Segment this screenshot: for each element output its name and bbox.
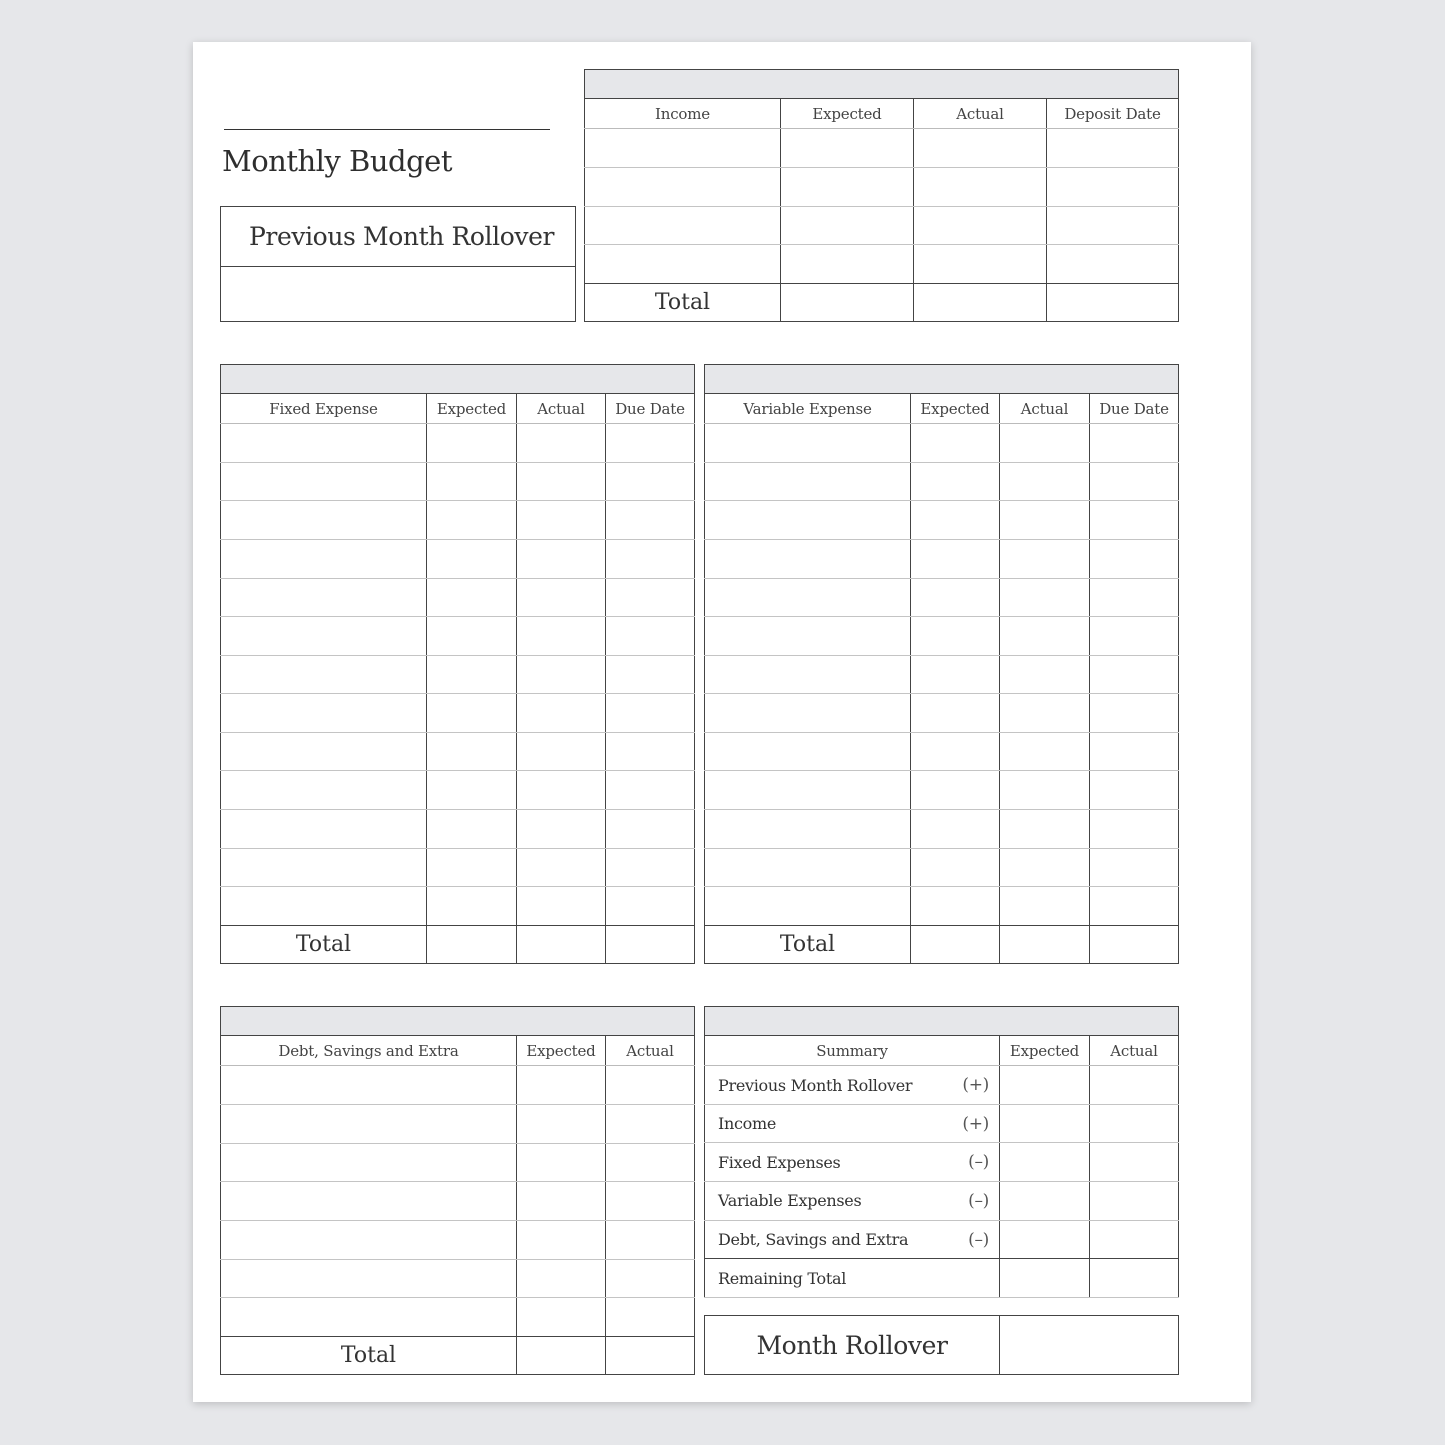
variable-expense-total-cell[interactable] bbox=[1090, 925, 1179, 963]
fixed-expense-row bbox=[221, 848, 695, 887]
variable-expense-cell[interactable] bbox=[911, 887, 1000, 926]
variable-expense-cell[interactable] bbox=[911, 539, 1000, 578]
fixed-expense-cell[interactable] bbox=[427, 424, 517, 463]
summary-remaining-expected[interactable] bbox=[1000, 1259, 1090, 1298]
debt-header-band-cell bbox=[221, 1007, 695, 1036]
fixed-expense-total-cell[interactable] bbox=[427, 925, 517, 963]
summary-table bbox=[704, 1006, 1179, 1298]
fixed-expense-cell[interactable] bbox=[517, 810, 606, 849]
variable-expense-header-band bbox=[705, 365, 1179, 394]
income-header-band-cell bbox=[585, 70, 1179, 99]
fixed-expense-row bbox=[221, 732, 695, 771]
fixed-expense-row bbox=[221, 462, 695, 501]
summary-row-label: Debt, Savings and Extra bbox=[718, 1230, 909, 1249]
variable-expense-cell[interactable] bbox=[1000, 462, 1090, 501]
income-cell[interactable] bbox=[914, 206, 1047, 245]
fixed-expense-cell[interactable] bbox=[606, 501, 695, 540]
summary-row-label-wrap bbox=[718, 1114, 989, 1134]
income-cell[interactable] bbox=[1047, 206, 1179, 245]
summary-actual-cell[interactable] bbox=[1090, 1182, 1179, 1221]
fixed-expense-cell[interactable] bbox=[221, 655, 427, 694]
variable-expense-cell[interactable] bbox=[1000, 887, 1090, 926]
debt-column-header: Actual bbox=[606, 1036, 695, 1066]
fixed-expense-cell[interactable] bbox=[517, 578, 606, 617]
fixed-expense-cell[interactable] bbox=[517, 694, 606, 733]
summary-actual-cell[interactable] bbox=[1090, 1220, 1179, 1259]
summary-remaining-label: Remaining Total bbox=[705, 1259, 1000, 1298]
variable-expense-cell[interactable] bbox=[1090, 539, 1179, 578]
variable-expense-cell[interactable] bbox=[705, 694, 911, 733]
variable-expense-cell[interactable] bbox=[1000, 732, 1090, 771]
fixed-expense-row bbox=[221, 887, 695, 926]
variable-expense-cell[interactable] bbox=[1000, 771, 1090, 810]
fixed-expense-total-row bbox=[221, 925, 695, 963]
fixed-expense-cell[interactable] bbox=[606, 617, 695, 656]
debt-row bbox=[221, 1259, 695, 1298]
fixed-expense-row bbox=[221, 655, 695, 694]
variable-expense-total-label: Total bbox=[779, 931, 836, 957]
summary-remaining-row bbox=[705, 1259, 1179, 1298]
fixed-expense-header-band bbox=[221, 365, 695, 394]
fixed-expense-cell[interactable] bbox=[517, 655, 606, 694]
debt-column-headers bbox=[221, 1036, 695, 1066]
fixed-expense-cell[interactable] bbox=[606, 810, 695, 849]
debt-cell[interactable] bbox=[517, 1066, 606, 1105]
fixed-expense-cell[interactable] bbox=[606, 462, 695, 501]
summary-header-band bbox=[705, 1007, 1179, 1036]
variable-expense-cell[interactable] bbox=[1090, 694, 1179, 733]
variable-expense-cell[interactable] bbox=[705, 578, 911, 617]
income-column-header: Expected bbox=[781, 99, 914, 129]
fixed-expense-cell[interactable] bbox=[427, 771, 517, 810]
variable-expense-cell[interactable] bbox=[911, 810, 1000, 849]
summary-row-sign: (+) bbox=[962, 1075, 989, 1095]
income-cell[interactable] bbox=[781, 167, 914, 206]
income-column-header: Deposit Date bbox=[1047, 99, 1179, 129]
variable-expense-cell[interactable] bbox=[1090, 578, 1179, 617]
debt-cell[interactable] bbox=[221, 1259, 517, 1298]
variable-expense-cell[interactable] bbox=[1090, 810, 1179, 849]
debt-table-body bbox=[221, 1007, 695, 1375]
summary-row bbox=[705, 1143, 1179, 1182]
debt-savings-table bbox=[220, 1006, 695, 1375]
income-cell[interactable] bbox=[585, 206, 781, 245]
income-cell[interactable] bbox=[914, 167, 1047, 206]
fixed-expense-cell[interactable] bbox=[221, 694, 427, 733]
variable-expense-row bbox=[705, 539, 1179, 578]
fixed-expense-cell[interactable] bbox=[606, 694, 695, 733]
summary-row bbox=[705, 1220, 1179, 1259]
fixed-expense-cell[interactable] bbox=[427, 848, 517, 887]
summary-column-header: Actual bbox=[1090, 1036, 1179, 1066]
variable-expense-cell[interactable] bbox=[1000, 424, 1090, 463]
summary-row bbox=[705, 1066, 1179, 1105]
variable-expense-row bbox=[705, 771, 1179, 810]
variable-expense-row bbox=[705, 655, 1179, 694]
fixed-expense-cell[interactable] bbox=[427, 617, 517, 656]
fixed-expense-column-header: Due Date bbox=[606, 394, 695, 424]
income-cell[interactable] bbox=[914, 245, 1047, 284]
summary-row-label-cell bbox=[705, 1066, 1000, 1105]
debt-row bbox=[221, 1220, 695, 1259]
debt-cell[interactable] bbox=[517, 1298, 606, 1337]
summary-row-label: Previous Month Rollover bbox=[718, 1075, 913, 1095]
variable-expense-cell[interactable] bbox=[705, 655, 911, 694]
summary-row-label-cell bbox=[705, 1182, 1000, 1221]
month-rollover-label: Month Rollover bbox=[705, 1316, 1000, 1374]
summary-actual-cell[interactable] bbox=[1090, 1104, 1179, 1143]
debt-cell[interactable] bbox=[221, 1298, 517, 1337]
income-cell[interactable] bbox=[1047, 167, 1179, 206]
fixed-expense-cell[interactable] bbox=[427, 694, 517, 733]
variable-expense-cell[interactable] bbox=[911, 771, 1000, 810]
variable-expense-cell[interactable] bbox=[705, 539, 911, 578]
summary-expected-cell[interactable] bbox=[1000, 1066, 1090, 1105]
debt-column-header: Expected bbox=[517, 1036, 606, 1066]
variable-expense-cell[interactable] bbox=[1000, 617, 1090, 656]
income-cell[interactable] bbox=[1047, 245, 1179, 284]
income-total-cell[interactable] bbox=[1047, 283, 1179, 321]
income-cell[interactable] bbox=[781, 245, 914, 284]
variable-expense-total-cell[interactable] bbox=[1000, 925, 1090, 963]
fixed-expense-cell[interactable] bbox=[427, 501, 517, 540]
summary-row-label-wrap bbox=[718, 1230, 989, 1250]
variable-expense-cell[interactable] bbox=[1090, 732, 1179, 771]
summary-column-header: Expected bbox=[1000, 1036, 1090, 1066]
summary-row-label-wrap bbox=[718, 1075, 989, 1095]
variable-expense-cell[interactable] bbox=[911, 462, 1000, 501]
variable-expense-row bbox=[705, 848, 1179, 887]
fixed-expense-cell[interactable] bbox=[517, 771, 606, 810]
summary-row-label: Variable Expenses bbox=[718, 1191, 862, 1211]
debt-cell[interactable] bbox=[606, 1182, 695, 1221]
variable-expense-cell[interactable] bbox=[1000, 655, 1090, 694]
variable-expense-cell[interactable] bbox=[705, 810, 911, 849]
fixed-expense-cell[interactable] bbox=[517, 617, 606, 656]
title-underline bbox=[224, 129, 550, 130]
summary-table-body bbox=[705, 1007, 1179, 1298]
variable-expense-row bbox=[705, 501, 1179, 540]
variable-expense-cell[interactable] bbox=[911, 424, 1000, 463]
page-title: Monthly Budget bbox=[222, 144, 452, 178]
variable-expense-column-header: Due Date bbox=[1090, 394, 1179, 424]
summary-actual-cell[interactable] bbox=[1090, 1143, 1179, 1182]
summary-expected-cell[interactable] bbox=[1000, 1104, 1090, 1143]
variable-expense-cell[interactable] bbox=[911, 501, 1000, 540]
variable-expense-cell[interactable] bbox=[1000, 810, 1090, 849]
fixed-expense-cell[interactable] bbox=[221, 848, 427, 887]
fixed-expense-cell[interactable] bbox=[427, 887, 517, 926]
income-total-cell[interactable] bbox=[914, 283, 1047, 321]
summary-row-sign: (–) bbox=[968, 1190, 989, 1211]
summary-header-band-cell bbox=[705, 1007, 1179, 1036]
fixed-expense-cell[interactable] bbox=[606, 848, 695, 887]
variable-expense-cell[interactable] bbox=[1090, 617, 1179, 656]
fixed-expense-row bbox=[221, 771, 695, 810]
summary-row-label: Income bbox=[718, 1114, 777, 1134]
variable-expense-column-header: Actual bbox=[1000, 394, 1090, 424]
variable-expense-cell[interactable] bbox=[911, 732, 1000, 771]
variable-expense-cell[interactable] bbox=[1000, 694, 1090, 733]
fixed-expense-column-header: Fixed Expense bbox=[221, 394, 427, 424]
summary-expected-cell[interactable] bbox=[1000, 1182, 1090, 1221]
summary-row-sign: (–) bbox=[968, 1229, 989, 1250]
variable-expense-cell[interactable] bbox=[705, 848, 911, 887]
income-table bbox=[584, 69, 1179, 322]
variable-expense-cell[interactable] bbox=[911, 694, 1000, 733]
income-cell[interactable] bbox=[585, 129, 781, 168]
fixed-expense-row bbox=[221, 617, 695, 656]
variable-expense-cell[interactable] bbox=[705, 501, 911, 540]
fixed-expense-cell[interactable] bbox=[221, 887, 427, 926]
debt-header-band bbox=[221, 1007, 695, 1036]
debt-row bbox=[221, 1066, 695, 1105]
summary-actual-cell[interactable] bbox=[1090, 1066, 1179, 1105]
debt-cell[interactable] bbox=[517, 1259, 606, 1298]
fixed-expense-total-label: Total bbox=[295, 931, 352, 957]
income-cell[interactable] bbox=[914, 129, 1047, 168]
variable-expense-column-header: Variable Expense bbox=[705, 394, 911, 424]
debt-cell[interactable] bbox=[221, 1143, 517, 1182]
fixed-expense-cell[interactable] bbox=[517, 501, 606, 540]
variable-expense-cell[interactable] bbox=[705, 771, 911, 810]
fixed-expense-cell[interactable] bbox=[427, 810, 517, 849]
fixed-expense-cell[interactable] bbox=[427, 539, 517, 578]
variable-expense-cell[interactable] bbox=[1090, 771, 1179, 810]
debt-row bbox=[221, 1182, 695, 1221]
fixed-expense-cell[interactable] bbox=[221, 462, 427, 501]
fixed-expense-cell[interactable] bbox=[427, 655, 517, 694]
debt-cell[interactable] bbox=[517, 1104, 606, 1143]
variable-expense-row bbox=[705, 694, 1179, 733]
income-cell[interactable] bbox=[781, 129, 914, 168]
variable-expense-column-headers bbox=[705, 394, 1179, 424]
variable-expense-cell[interactable] bbox=[705, 887, 911, 926]
summary-row-label-cell bbox=[705, 1104, 1000, 1143]
debt-total-cell[interactable] bbox=[606, 1336, 695, 1374]
debt-cell[interactable] bbox=[517, 1182, 606, 1221]
debt-cell[interactable] bbox=[221, 1066, 517, 1105]
income-column-header: Income bbox=[585, 99, 781, 129]
variable-expense-cell[interactable] bbox=[1000, 501, 1090, 540]
debt-column-header: Debt, Savings and Extra bbox=[221, 1036, 517, 1066]
debt-total-cell[interactable] bbox=[517, 1336, 606, 1374]
fixed-expense-cell[interactable] bbox=[517, 424, 606, 463]
fixed-expense-header-band-cell bbox=[221, 365, 695, 394]
debt-cell[interactable] bbox=[221, 1104, 517, 1143]
fixed-expense-cell[interactable] bbox=[606, 771, 695, 810]
fixed-expense-cell[interactable] bbox=[221, 424, 427, 463]
variable-expense-cell[interactable] bbox=[911, 655, 1000, 694]
fixed-expense-row bbox=[221, 810, 695, 849]
variable-expense-row bbox=[705, 810, 1179, 849]
debt-cell[interactable] bbox=[221, 1182, 517, 1221]
debt-row bbox=[221, 1298, 695, 1337]
debt-row bbox=[221, 1143, 695, 1182]
debt-total-label: Total bbox=[340, 1342, 397, 1368]
fixed-expense-row bbox=[221, 578, 695, 617]
income-row bbox=[585, 245, 1179, 284]
fixed-expense-cell[interactable] bbox=[427, 462, 517, 501]
variable-expense-cell[interactable] bbox=[705, 732, 911, 771]
fixed-expense-cell[interactable] bbox=[517, 732, 606, 771]
debt-cell[interactable] bbox=[606, 1143, 695, 1182]
fixed-expense-cell[interactable] bbox=[606, 732, 695, 771]
variable-expense-cell[interactable] bbox=[705, 462, 911, 501]
month-rollover-field[interactable] bbox=[1001, 1316, 1178, 1374]
variable-expense-cell[interactable] bbox=[1090, 887, 1179, 926]
fixed-expense-cell[interactable] bbox=[606, 539, 695, 578]
fixed-expense-cell[interactable] bbox=[221, 732, 427, 771]
fixed-expense-row bbox=[221, 694, 695, 733]
summary-remaining-actual[interactable] bbox=[1090, 1259, 1179, 1298]
debt-cell[interactable] bbox=[221, 1220, 517, 1259]
summary-row-label-cell bbox=[705, 1143, 1000, 1182]
fixed-expense-cell[interactable] bbox=[221, 771, 427, 810]
variable-expense-column-header: Expected bbox=[911, 394, 1000, 424]
fixed-table-body bbox=[221, 365, 695, 964]
fixed-expense-cell[interactable] bbox=[517, 887, 606, 926]
income-column-headers bbox=[585, 99, 1179, 129]
variable-expense-cell[interactable] bbox=[1090, 462, 1179, 501]
summary-column-headers bbox=[705, 1036, 1179, 1066]
debt-cell[interactable] bbox=[517, 1220, 606, 1259]
income-header-band bbox=[585, 70, 1179, 99]
variable-expense-cell[interactable] bbox=[1090, 848, 1179, 887]
fixed-expense-row bbox=[221, 424, 695, 463]
previous-rollover-field[interactable] bbox=[221, 267, 575, 321]
variable-expense-row bbox=[705, 617, 1179, 656]
income-column-header: Actual bbox=[914, 99, 1047, 129]
income-total-row bbox=[585, 283, 1179, 321]
summary-row-sign: (–) bbox=[968, 1152, 989, 1173]
fixed-expense-cell[interactable] bbox=[221, 539, 427, 578]
debt-total-row bbox=[221, 1336, 695, 1374]
fixed-expense-total-cell[interactable] bbox=[517, 925, 606, 963]
debt-cell[interactable] bbox=[606, 1220, 695, 1259]
variable-expense-row bbox=[705, 462, 1179, 501]
fixed-expense-cell[interactable] bbox=[606, 887, 695, 926]
income-row bbox=[585, 129, 1179, 168]
income-table-body bbox=[585, 70, 1179, 322]
variable-expense-table bbox=[704, 364, 1179, 964]
income-cell[interactable] bbox=[1047, 129, 1179, 168]
fixed-expense-row bbox=[221, 539, 695, 578]
income-total-label: Total bbox=[654, 289, 711, 315]
fixed-expense-cell[interactable] bbox=[221, 810, 427, 849]
fixed-expense-cell[interactable] bbox=[221, 617, 427, 656]
variable-expense-cell[interactable] bbox=[1000, 848, 1090, 887]
summary-row-label-wrap bbox=[718, 1152, 989, 1172]
fixed-expense-cell[interactable] bbox=[517, 848, 606, 887]
variable-expense-cell[interactable] bbox=[1000, 539, 1090, 578]
summary-expected-cell[interactable] bbox=[1000, 1143, 1090, 1182]
summary-row-label-wrap bbox=[718, 1191, 989, 1211]
fixed-expense-cell[interactable] bbox=[606, 655, 695, 694]
debt-cell[interactable] bbox=[606, 1104, 695, 1143]
variable-expense-header-band-cell bbox=[705, 365, 1179, 394]
summary-row bbox=[705, 1104, 1179, 1143]
variable-expense-cell[interactable] bbox=[705, 424, 911, 463]
variable-expense-total-cell[interactable] bbox=[911, 925, 1000, 963]
debt-cell[interactable] bbox=[606, 1259, 695, 1298]
summary-column-header: Summary bbox=[705, 1036, 1000, 1066]
fixed-expense-cell[interactable] bbox=[221, 578, 427, 617]
income-cell[interactable] bbox=[585, 245, 781, 284]
variable-expense-row bbox=[705, 732, 1179, 771]
fixed-expense-cell[interactable] bbox=[606, 578, 695, 617]
variable-expense-cell[interactable] bbox=[1090, 655, 1179, 694]
summary-row-label: Fixed Expenses bbox=[718, 1152, 841, 1172]
fixed-expense-column-header: Actual bbox=[517, 394, 606, 424]
variable-table-body bbox=[705, 365, 1179, 964]
variable-expense-cell[interactable] bbox=[1090, 501, 1179, 540]
fixed-expense-cell[interactable] bbox=[517, 539, 606, 578]
variable-expense-row bbox=[705, 887, 1179, 926]
income-row bbox=[585, 206, 1179, 245]
income-cell[interactable] bbox=[781, 206, 914, 245]
summary-expected-cell[interactable] bbox=[1000, 1220, 1090, 1259]
previous-rollover-box bbox=[220, 206, 576, 322]
income-row bbox=[585, 167, 1179, 206]
fixed-expense-row bbox=[221, 501, 695, 540]
fixed-expense-cell[interactable] bbox=[427, 578, 517, 617]
variable-expense-cell[interactable] bbox=[911, 578, 1000, 617]
fixed-expense-table bbox=[220, 364, 695, 964]
debt-cell[interactable] bbox=[606, 1066, 695, 1105]
fixed-expense-cell[interactable] bbox=[606, 424, 695, 463]
variable-expense-cell[interactable] bbox=[911, 848, 1000, 887]
variable-expense-total-row bbox=[705, 925, 1179, 963]
debt-cell[interactable] bbox=[606, 1298, 695, 1337]
fixed-expense-column-header: Expected bbox=[427, 394, 517, 424]
variable-expense-cell[interactable] bbox=[1000, 578, 1090, 617]
variable-expense-row bbox=[705, 578, 1179, 617]
variable-expense-cell[interactable] bbox=[1090, 424, 1179, 463]
summary-row bbox=[705, 1182, 1179, 1221]
variable-expense-cell[interactable] bbox=[911, 617, 1000, 656]
debt-cell[interactable] bbox=[517, 1143, 606, 1182]
previous-rollover-label: Previous Month Rollover bbox=[221, 207, 575, 267]
month-rollover-box bbox=[704, 1315, 1179, 1375]
fixed-expense-cell[interactable] bbox=[427, 732, 517, 771]
fixed-expense-cell[interactable] bbox=[221, 501, 427, 540]
income-cell[interactable] bbox=[585, 167, 781, 206]
fixed-expense-column-headers bbox=[221, 394, 695, 424]
variable-expense-row bbox=[705, 424, 1179, 463]
fixed-expense-cell[interactable] bbox=[517, 462, 606, 501]
summary-row-sign: (+) bbox=[962, 1113, 989, 1134]
fixed-expense-total-cell[interactable] bbox=[606, 925, 695, 963]
debt-row bbox=[221, 1104, 695, 1143]
summary-row-label-cell bbox=[705, 1220, 1000, 1259]
income-total-cell[interactable] bbox=[781, 283, 914, 321]
variable-expense-cell[interactable] bbox=[705, 617, 911, 656]
